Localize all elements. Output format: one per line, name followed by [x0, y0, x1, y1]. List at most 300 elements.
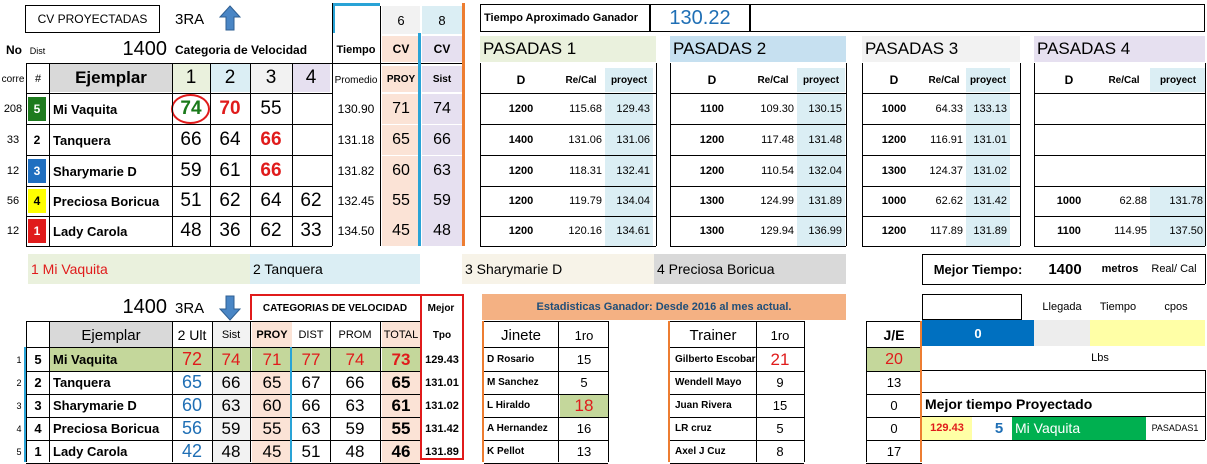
prom-value: 48 [345, 441, 365, 461]
tiempo-header-bottom: Tiempo [1099, 301, 1137, 313]
grid-line [670, 93, 846, 94]
bottom-post-number: 1 [34, 444, 42, 459]
pasada-value: 131.06 [568, 134, 602, 146]
corre-header: corre [1, 73, 25, 85]
dist-label: Dist [29, 46, 46, 56]
dist-value: 51 [301, 441, 321, 461]
je-value: 0 [922, 320, 1034, 346]
speed-figure [292, 125, 330, 155]
pasada-value: 1200 [508, 195, 534, 207]
je-row-value: 17 [886, 444, 902, 459]
grid-line [862, 246, 1020, 247]
pasadas-1-sub-header: D [516, 73, 526, 87]
trainer-wins: 9 [776, 375, 784, 390]
pasada-value: 131.48 [797, 125, 845, 155]
pasadas-4-sub-header: proyect [1150, 68, 1206, 92]
corre-value: 56 [6, 195, 20, 207]
highlight-circle [171, 94, 210, 124]
cyan-rule [332, 3, 380, 6]
pasada-value: 118.31 [569, 165, 602, 177]
grid-line [484, 347, 608, 348]
grid-line [484, 371, 608, 372]
grid-line [1034, 186, 1205, 187]
pasada-value: 134.04 [605, 186, 653, 216]
llegada-box [1034, 320, 1090, 346]
pasada-value [1044, 156, 1094, 186]
pasada-value: 114.95 [1114, 225, 1147, 237]
speed-figure [292, 94, 330, 124]
ult2-header: 2 Ult [177, 327, 207, 343]
grid-line [866, 321, 867, 462]
pasada-value: 64.33 [935, 103, 963, 115]
speed-figure: 64 [219, 129, 241, 150]
orange-rule [462, 33, 465, 246]
grid-line [250, 321, 251, 462]
pasada-value: 116.91 [930, 134, 963, 146]
grid-line [26, 321, 420, 322]
grid-line [922, 254, 1205, 255]
pasada-value [1150, 94, 1206, 124]
cpos-header: cpos [1164, 301, 1188, 313]
grid-line [558, 321, 559, 462]
arrow-down-icon [218, 294, 242, 322]
horse-name[interactable]: Mi Vaquita [53, 101, 118, 117]
pasadas-2-sub-header: proyect [797, 68, 845, 92]
stats-banner: Estadisticas Ganador: Desde 2016 al mes actual. [482, 294, 846, 320]
ult2-value: 65 [181, 372, 203, 392]
speed-figure: 48 [180, 220, 202, 241]
grid-line [866, 321, 922, 322]
proy-value: 71 [252, 348, 292, 371]
pasadas-3-sub-header: Re/Cal [928, 74, 960, 86]
pasada-value: 120.16 [568, 225, 602, 237]
bottom-post-number: 5 [34, 352, 42, 367]
orange-rule [482, 321, 484, 462]
avg-time: 131.18 [337, 133, 375, 147]
pasada-value: 1000 [881, 195, 907, 207]
jockey-name: D Rosario [487, 354, 535, 365]
sist-value: 74 [212, 348, 250, 371]
bottom-horse-name[interactable]: Preciosa Boricua [53, 421, 160, 436]
cv-proy-value: 71 [382, 94, 420, 124]
grid-line [670, 246, 846, 247]
cv-proy-value: 45 [382, 216, 420, 246]
post-number: 3 [28, 159, 46, 183]
ranking-3: 3 Sharymarie D [462, 254, 654, 284]
trainer-name: Axel J Cuz [675, 446, 726, 457]
jockey-wins: 16 [576, 421, 592, 436]
ranking-1: 1 Mi Vaquita [28, 254, 250, 284]
blank-box [922, 294, 1022, 320]
red-rule [250, 294, 462, 296]
grid-line [670, 394, 804, 395]
pasadas-2-sub-header: D [707, 73, 717, 87]
speed-figure: 36 [219, 220, 241, 241]
post-number: 4 [28, 189, 46, 213]
category-1-header: 1 [172, 64, 210, 92]
pasada-value: 1200 [699, 134, 725, 146]
grid-line [26, 394, 420, 395]
grid-line [670, 417, 804, 418]
speed-figure: 59 [180, 160, 202, 181]
pasada-value [1098, 94, 1150, 124]
pasada-value: 131.78 [1150, 186, 1206, 216]
speed-figure: 62 [260, 220, 282, 241]
speed-figure: 62 [300, 190, 322, 211]
grid-line [480, 124, 656, 125]
pasada-value: 129.94 [760, 225, 794, 237]
corre-value: 208 [3, 103, 23, 115]
speed-figure: 55 [260, 98, 282, 119]
horse-name[interactable]: Lady Carola [53, 223, 128, 239]
je-row-value: 0 [890, 421, 898, 436]
bottom-post-number: 2 [34, 375, 42, 390]
pasada-value: 1100 [700, 103, 724, 115]
trainer-name: Gilberto Escobar [675, 354, 756, 365]
pasada-value: 131.89 [797, 186, 845, 216]
proy-value: 55 [252, 417, 292, 440]
grid-line [756, 321, 757, 462]
col-header-3: PROM [338, 329, 372, 341]
pasada-value: 1300 [699, 225, 725, 237]
pasada-value [1098, 156, 1150, 186]
grid-line [26, 371, 420, 372]
avg-time: 131.82 [337, 164, 375, 178]
cv-sist-value: 48 [422, 216, 462, 246]
pasada-value: 62.88 [1119, 195, 1147, 207]
pasada-value: 137.50 [1150, 216, 1206, 246]
pasada-value [1150, 125, 1206, 155]
col-header-1: PROY [252, 322, 292, 348]
prom-value: 74 [330, 348, 380, 371]
proy-header: PROY [382, 66, 420, 92]
grid-line [26, 155, 332, 156]
grid-line [862, 63, 863, 246]
total-value: 61 [382, 394, 420, 417]
pasada-value: 109.30 [760, 103, 794, 115]
grid-line [49, 63, 50, 246]
grid-line [846, 63, 847, 246]
total-value: 65 [382, 371, 420, 394]
cv-sist-value: 59 [422, 186, 462, 216]
grid-line [1034, 216, 1205, 217]
tpo-value: 129.43 [425, 353, 459, 366]
post-number: 1 [28, 219, 46, 243]
total-value: 55 [382, 417, 420, 440]
pasadas-1-sub-header: proyect [605, 68, 653, 92]
grid-line [922, 440, 1205, 441]
jinete-1ro-header: 1ro [574, 327, 594, 343]
grid-line [862, 186, 1020, 187]
pasada-value: 131.02 [966, 156, 1010, 186]
pasada-value: 1000 [1056, 195, 1082, 207]
pasada-value: 130.15 [797, 94, 845, 124]
grid-line [922, 254, 923, 284]
pasada-value: 115.68 [569, 103, 602, 115]
speed-figure: 66 [260, 129, 282, 150]
speed-figure: 51 [180, 190, 202, 211]
category-2-header: 2 [210, 64, 250, 92]
pasada-value: 1400 [508, 134, 534, 146]
pasada-value: 1100 [1057, 225, 1081, 237]
pasada-value: 1300 [881, 165, 907, 177]
je-row-value: 20 [866, 348, 922, 371]
categories-title: CATEGORIAS DE VELOCIDAD [262, 302, 408, 314]
speed-figure: 62 [219, 190, 241, 211]
prom-value: 63 [345, 395, 365, 415]
sist-value: 48 [212, 440, 250, 463]
red-rule [250, 294, 252, 320]
corre-value: 33 [6, 134, 20, 146]
pasada-value: 117.89 [930, 225, 963, 237]
lbs-label: Lbs [1091, 352, 1109, 364]
best-projected-num: 5 [994, 419, 1004, 437]
grid-line [26, 440, 420, 441]
pasada-value: 1300 [699, 195, 725, 207]
pasadas-3-sub-header: D [889, 73, 899, 87]
cv-proy-value: 60 [382, 156, 420, 186]
grid-line [292, 63, 293, 246]
grid-line [1205, 370, 1206, 440]
pasadas-4-sub-header: Re/Cal [1108, 74, 1140, 86]
speed-figure: 66 [260, 160, 282, 181]
best-projected-time: 129.43 [922, 416, 972, 440]
corre-value: 12 [6, 165, 20, 177]
best-projected-name: Mi Vaquita [1012, 416, 1146, 440]
grid-line [862, 93, 1020, 94]
grid-line [26, 321, 27, 462]
horse-name[interactable]: Preciosa Boricua [53, 193, 160, 209]
jockey-wins: 13 [576, 444, 592, 459]
grid-line [922, 370, 1205, 371]
pasadas-3-title: PASADAS 3 [862, 36, 1020, 62]
grid-line [1034, 93, 1205, 94]
grid-line [670, 216, 846, 217]
col-header-2: DIST [298, 329, 324, 341]
grid-line [250, 63, 251, 246]
arrow-up-icon [218, 4, 242, 32]
je-row-value: 0 [890, 398, 898, 413]
grid-line [26, 417, 420, 418]
grid-line [480, 155, 656, 156]
pasadas-1-title: PASADAS 1 [480, 36, 656, 62]
bottom-horse-name[interactable]: Sharymarie D [53, 398, 137, 413]
trainer-name: LR cruz [675, 423, 712, 434]
category-4-header: 4 [292, 64, 330, 92]
mejor-header: Mejor [427, 302, 455, 314]
grid-line [862, 216, 1020, 217]
jockey-wins: 5 [580, 375, 588, 390]
jockey-name: K Pellot [487, 446, 525, 457]
grid-line [670, 321, 804, 322]
tpo-value: 131.01 [425, 376, 459, 389]
grid-line [804, 321, 805, 462]
category-3-header: 3 [250, 64, 292, 92]
grid-line [480, 246, 656, 247]
pasada-value [1098, 125, 1150, 155]
grid-line [866, 371, 922, 372]
grid-line [484, 321, 608, 322]
pasada-value: 131.06 [605, 125, 653, 155]
race-label: 3RA [175, 10, 205, 28]
pasada-value: 134.61 [605, 216, 653, 246]
dist-value: 63 [301, 418, 321, 438]
cv-col-6: 6 [382, 6, 420, 34]
cyan-rule [418, 33, 421, 246]
pasada-value: 131.89 [966, 216, 1010, 246]
grid-line [484, 440, 608, 441]
red-rule [462, 294, 464, 459]
cv-col-8: 8 [422, 6, 462, 34]
grid-line [1034, 124, 1205, 125]
proy-value: 65 [252, 371, 292, 394]
speed-figure: 66 [180, 129, 202, 150]
jockey-wins: 18 [560, 394, 608, 417]
grid-line [866, 417, 922, 418]
winner-time-label: Tiempo Aproximado Ganador [480, 4, 650, 32]
pasadas-1-sub-header: Re/Cal [565, 74, 597, 86]
pasadas-2-sub-header: Re/Cal [757, 74, 789, 86]
grid-line [1034, 155, 1205, 156]
bottom-horse-name[interactable]: Mi Vaquita [50, 348, 172, 371]
tpo-value: 131.02 [425, 399, 459, 412]
pasada-value: 1200 [508, 103, 534, 115]
horse-name[interactable]: Tanquera [53, 132, 111, 148]
grid-line [172, 63, 173, 246]
grid-line [172, 321, 173, 462]
jockey-name: L Hiraldo [487, 400, 531, 411]
bottom-race: 3RA [175, 299, 205, 317]
pasadas-2-title: PASADAS 2 [670, 36, 846, 62]
proy-value: 45 [252, 440, 292, 463]
speed-figure: 64 [260, 190, 282, 211]
pasada-value: 136.99 [797, 216, 845, 246]
avg-time: 134.50 [337, 224, 375, 238]
grid-line [670, 186, 846, 187]
pasada-value: 1000 [881, 103, 907, 115]
row-index: 2 [16, 377, 22, 388]
bottom-horse-name[interactable]: Tanquera [53, 375, 111, 390]
grid-line [670, 63, 671, 246]
best-time-unit: metros [1101, 263, 1139, 275]
pasada-value: 1200 [881, 225, 907, 237]
jockey-name: A Hernandez [487, 423, 548, 434]
col-header-0: Sist [212, 322, 250, 348]
best-time-label: Mejor Tiempo: [933, 261, 1023, 277]
row-index: 4 [16, 423, 22, 434]
prom-value: 66 [345, 372, 365, 392]
grid-line [670, 124, 846, 125]
grid-line [49, 321, 50, 462]
tiempo-box [1090, 320, 1205, 346]
orange-rule [668, 321, 670, 462]
grid-line [484, 417, 608, 418]
pasada-value: 124.37 [929, 165, 963, 177]
row-index: 1 [16, 354, 22, 365]
grid-line [380, 321, 381, 462]
pasada-value: 1200 [881, 134, 907, 146]
grid-line [212, 321, 213, 462]
pasada-value [1150, 156, 1206, 186]
pasada-value: 1200 [508, 165, 534, 177]
prom-value: 59 [345, 418, 365, 438]
dist-value: 67 [301, 372, 321, 392]
jinete-header: Jinete [500, 326, 542, 344]
avg-time: 130.90 [337, 102, 375, 116]
hash-header: # [34, 73, 42, 85]
ejemplar-header: Ejemplar [50, 64, 172, 92]
bottom-horse-name[interactable]: Lady Carola [53, 444, 128, 459]
grid-line [380, 6, 381, 246]
grid-line [670, 347, 804, 348]
pasada-value: 124.99 [760, 195, 794, 207]
total-value: 46 [382, 440, 420, 463]
sist-value: 59 [212, 417, 250, 440]
grid-line [26, 63, 332, 64]
pasadas-3-sub-header: proyect [966, 68, 1010, 92]
speed-figure: 33 [300, 220, 322, 241]
jockey-wins: 15 [576, 352, 592, 367]
grid-line [1020, 63, 1021, 246]
row-index: 5 [16, 446, 22, 457]
ult2-value: 56 [181, 418, 203, 438]
grid-line [670, 440, 804, 441]
grid-line [922, 416, 1205, 417]
grid-line [332, 63, 462, 64]
best-time-extra: Real/ Cal [1151, 263, 1197, 275]
grid-line [1205, 254, 1206, 284]
grid-line [26, 63, 27, 246]
grid-line [480, 93, 656, 94]
grid-line [866, 440, 922, 441]
trainer-wins: 21 [770, 349, 790, 369]
winner-time-spacer [750, 4, 1205, 32]
ranking-2: 2 Tanquera [250, 254, 420, 284]
grid-line [26, 347, 420, 348]
orange-rule [462, 3, 465, 33]
no-label: No [6, 43, 22, 57]
tpo-value: 131.42 [425, 422, 459, 435]
grid-line [922, 392, 1205, 393]
bottom-post-number: 3 [34, 398, 42, 413]
grid-line [26, 216, 332, 217]
trainer-name: Juan Rivera [675, 400, 732, 411]
pasada-value: 117.48 [761, 134, 794, 146]
bottom-ejemplar-header: Ejemplar [50, 322, 172, 348]
pasada-value [1044, 125, 1094, 155]
cv-proy-header: CV [382, 36, 420, 62]
post-number: 5 [28, 97, 46, 121]
best-projected-label: Mejor tiempo Proyectado [925, 396, 1093, 412]
sist-value: 63 [212, 394, 250, 417]
pasada-value: 62.62 [935, 195, 963, 207]
je-header: J/E [883, 327, 905, 343]
speed-figure: 61 [219, 160, 241, 181]
grid-line [480, 186, 656, 187]
horse-name[interactable]: Sharymarie D [53, 163, 137, 179]
speed-category-label: Categoria de Velocidad [175, 43, 308, 57]
pasada-value: 119.79 [569, 195, 602, 207]
jockey-name: M Sanchez [487, 377, 539, 388]
proy-value: 60 [252, 394, 292, 417]
post-number: 2 [28, 128, 46, 152]
sist-header: Sist [422, 66, 462, 92]
sheet-title: CV PROYECTADAS [25, 5, 160, 33]
cv-proy-value: 55 [382, 186, 420, 216]
grid-line [670, 371, 804, 372]
grid-line [26, 124, 332, 125]
grid-line [480, 63, 481, 246]
